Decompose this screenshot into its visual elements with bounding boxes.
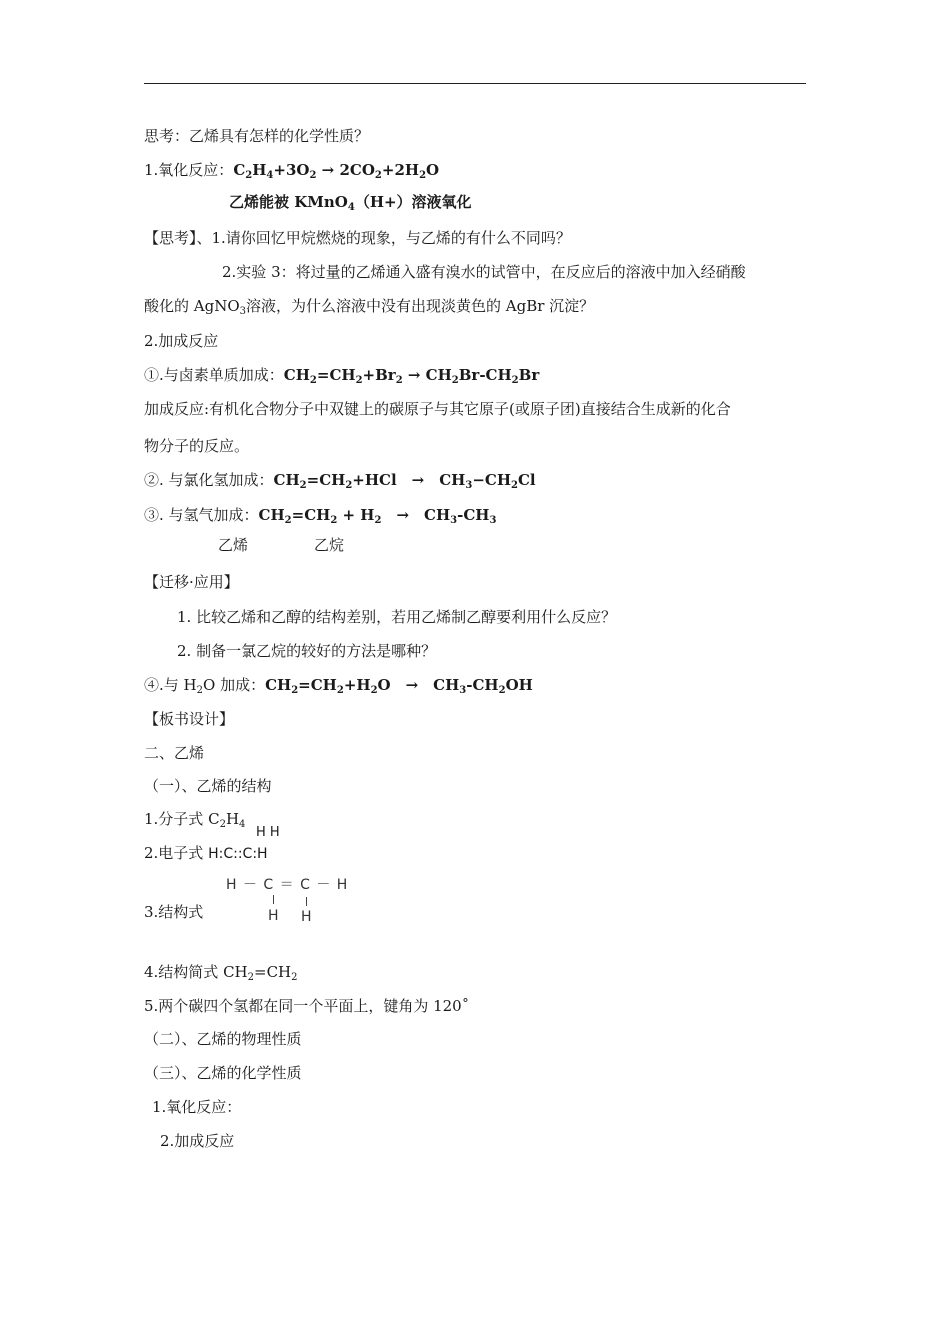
- equation-subscript: 2: [284, 515, 292, 526]
- structural-formula-top: H － C ＝ C － H: [226, 877, 348, 893]
- application-q2: 2. 制备一氯乙烷的较好的方法是哪种？: [177, 642, 437, 660]
- equation-text: -CH: [466, 676, 499, 694]
- equation-subscript: 2: [309, 375, 317, 386]
- board-design-heading: 【板书设计】: [144, 710, 235, 728]
- h2-equation: [259, 506, 497, 524]
- equation-text: +2H: [381, 161, 420, 179]
- equation-text: H: [252, 161, 267, 179]
- equation-text: −CH: [472, 471, 512, 489]
- equation-subscript: 2: [336, 685, 344, 696]
- equation-subscript: 2: [355, 375, 363, 386]
- section-ethene: 二、乙烯: [144, 744, 205, 762]
- equation-text: =CH: [316, 366, 356, 384]
- equation-text: CH: [258, 506, 285, 524]
- condensed-formula: 4.结构简式 $CH_2=CH_2$: [144, 963, 298, 983]
- equation-subscript: 2: [299, 480, 307, 491]
- equation-text: → 2CO: [316, 161, 375, 179]
- equation-text: =CH: [306, 471, 346, 489]
- ethane-label: 乙烷: [314, 536, 345, 554]
- equation-text: +3O: [273, 161, 310, 179]
- equation-text: +H: [343, 676, 371, 694]
- experiment-3-line1: 2.实验 3：将过量的乙烯通入盛有溴水的试管中，在反应后的溶液中加入经硝酸: [222, 263, 746, 281]
- combustion-equation: [233, 161, 439, 179]
- equation-text: -CH: [457, 506, 490, 524]
- equation-subscript: 2: [291, 685, 299, 696]
- equation-text: O → CH: [377, 676, 460, 694]
- equation-subscript: 2: [309, 170, 317, 181]
- experiment-3-line2: 酸化的 AgNO$_3$溶液，为什么溶液中没有出现淡黄色的 AgBr 沉淀？: [144, 297, 595, 317]
- transfer-application-heading: 【迁移·应用】: [144, 573, 239, 591]
- halogen-addition-line: ①.与卤素单质加成：$CH_2=CH_2+Br_2 \to CH_2Br-CH_2Br$: [144, 366, 540, 386]
- equation-subscript: 2: [419, 170, 427, 181]
- hcl-equation: [274, 471, 536, 489]
- equation-subscript: 2: [374, 170, 382, 181]
- ethene-label: 乙烯: [218, 536, 249, 554]
- kmno4-line: 乙烯能被 KMnO$_4$（H+）溶液氧化: [229, 193, 472, 213]
- equation-subscript: 2: [395, 375, 403, 386]
- molecular-formula: 1.分子式 $C_2H_4$: [144, 810, 246, 830]
- equation-subscript: 2: [374, 515, 382, 526]
- electron-formula-top-h: H H: [256, 825, 280, 840]
- equation-text: Br: [518, 366, 540, 384]
- equation-text: OH: [505, 676, 533, 694]
- equation-subscript: 3: [459, 685, 467, 696]
- header-rule: [144, 83, 806, 84]
- equation-text: =CH: [291, 506, 331, 524]
- equation-text: +Br: [362, 366, 396, 384]
- h2-addition-line: ③. 与氢气加成：$CH_2=CH_2 + H_2$ → $CH_3-CH_3$: [144, 506, 497, 526]
- equation-text: +HCl → CH: [352, 471, 466, 489]
- equation-subscript: 2: [245, 170, 253, 181]
- equation-text: O: [426, 161, 440, 179]
- addition-definition-2: 物分子的反应。: [144, 437, 250, 455]
- equation-subscript: 2: [370, 685, 378, 696]
- hcl-addition-line: ②. 与氯化氢加成：$CH_2=CH_2+HCl$ → $CH_3-CH_2Cl$: [144, 471, 536, 491]
- equation-subscript: 2: [345, 480, 353, 491]
- structural-h-right: H: [301, 909, 312, 925]
- equation-subscript: 2: [511, 375, 519, 386]
- equation-text: =CH: [298, 676, 337, 694]
- equation-text: → CH: [381, 506, 451, 524]
- chem-addition: 2.加成反应: [160, 1132, 235, 1150]
- addition-definition-1: 加成反应:有机化合物分子中双键上的碳原子与其它原子(或原子团)直接结合生成新的化合: [144, 400, 731, 418]
- equation-subscript: 3: [489, 515, 497, 526]
- application-q1: 1. 比较乙烯和乙醇的结构差别，若用乙烯制乙醇要利用什么反应？: [177, 608, 617, 626]
- halogen-equation: [284, 366, 539, 384]
- electron-formula: 2.电子式 H:C::C:H: [144, 844, 268, 862]
- equation-subscript: 3: [465, 480, 473, 491]
- planar-statement: 5.两个碳四个氢都在同一个平面上，键角为 120˚: [144, 997, 470, 1015]
- equation-subscript: 2: [451, 375, 459, 386]
- equation-text: + H: [337, 506, 375, 524]
- subsection-chemical: （三）、乙烯的化学性质: [144, 1064, 302, 1082]
- bond-right: [306, 897, 307, 906]
- equation-text: Br-CH: [458, 366, 512, 384]
- structural-h-left: H: [268, 908, 279, 924]
- subsection-structure: （一）、乙烯的结构: [144, 777, 272, 795]
- equation-text: Cl: [517, 471, 536, 489]
- equation-subscript: 2: [330, 515, 338, 526]
- think-question: 思考：乙烯具有怎样的化学性质？: [144, 127, 370, 145]
- equation-text: C: [233, 161, 246, 179]
- equation-subscript: 2: [511, 480, 518, 491]
- water-equation: [265, 676, 533, 694]
- water-addition-line: ④.与 $H_2O$ 加成：$CH_2=CH_2+H_2O$ → $CH_3-CH_2OH$: [144, 676, 533, 696]
- equation-text: CH: [273, 471, 300, 489]
- chem-oxidation: 1.氧化反应：: [152, 1098, 242, 1116]
- oxidation-line: 1.氧化反应：$C_2H_4+3O_2 \to 2CO_2+2H_2O$: [144, 161, 440, 181]
- equation-subscript: 4: [266, 170, 274, 181]
- subsection-physical: （二）、乙烯的物理性质: [144, 1030, 302, 1048]
- addition-heading: 2.加成反应: [144, 332, 219, 350]
- equation-subscript: 3: [450, 515, 458, 526]
- equation-text: CH: [283, 366, 310, 384]
- equation-text: → CH: [402, 366, 452, 384]
- equation-subscript: 2: [498, 685, 506, 696]
- equation-text: CH: [265, 676, 292, 694]
- bond-left: [273, 895, 274, 904]
- think-q1: 【思考】、1.请你回忆甲烷燃烧的现象，与乙烯的有什么不同吗？: [144, 229, 571, 247]
- structural-formula-label: 3.结构式: [144, 903, 204, 921]
